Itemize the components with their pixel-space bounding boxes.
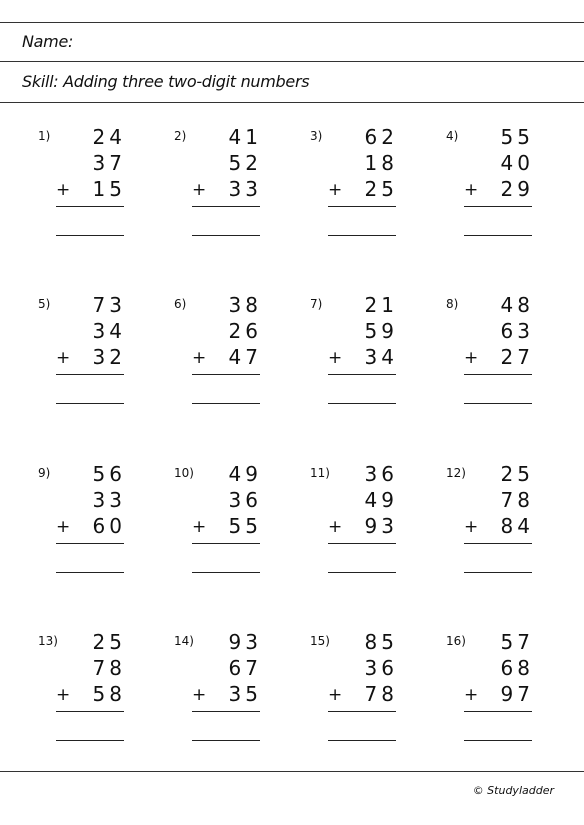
sum-rule: [192, 206, 260, 207]
problem: [38, 631, 168, 771]
problem-number: 16): [446, 634, 466, 648]
problem: [310, 463, 440, 603]
addend-3: 58: [92, 682, 126, 706]
header-mid-rule: [0, 61, 584, 62]
problem: [174, 294, 304, 434]
addend-3: 35: [228, 682, 262, 706]
answer-line[interactable]: [464, 572, 532, 573]
addend-1: 57: [500, 630, 534, 654]
sum-rule: [464, 374, 532, 375]
addend-1: 73: [92, 293, 126, 317]
sum-rule: [328, 543, 396, 544]
plus-sign: +: [192, 180, 207, 200]
addend-3: 60: [92, 514, 126, 538]
problem: [446, 631, 576, 771]
addend-3: 34: [364, 345, 398, 369]
answer-line[interactable]: [464, 403, 532, 404]
problem-number: 10): [174, 466, 194, 480]
header-top-rule: [0, 22, 584, 23]
addend-1: 55: [500, 125, 534, 149]
addend-3: 47: [228, 345, 262, 369]
footer-rule: [0, 771, 584, 772]
plus-sign: +: [192, 685, 207, 705]
addend-1: 25: [92, 630, 126, 654]
sum-rule: [192, 374, 260, 375]
problem: [174, 463, 304, 603]
problem-number: 7): [310, 297, 323, 311]
problem-number: 5): [38, 297, 51, 311]
plus-sign: +: [56, 348, 71, 368]
addend-2: 36: [228, 488, 262, 512]
addend-1: 48: [500, 293, 534, 317]
problem-number: 15): [310, 634, 330, 648]
answer-line[interactable]: [328, 572, 396, 573]
addend-3: 25: [364, 177, 398, 201]
addend-2: 78: [500, 488, 534, 512]
addend-2: 36: [364, 656, 398, 680]
problem-number: 13): [38, 634, 58, 648]
addend-3: 33: [228, 177, 262, 201]
plus-sign: +: [56, 517, 71, 537]
addend-2: 37: [92, 151, 126, 175]
problem-number: 6): [174, 297, 187, 311]
problem-number: 11): [310, 466, 330, 480]
problem: [38, 126, 168, 266]
answer-line[interactable]: [464, 740, 532, 741]
sum-rule: [56, 374, 124, 375]
name-label: Name:: [22, 32, 74, 51]
sum-rule: [56, 543, 124, 544]
answer-line[interactable]: [192, 403, 260, 404]
sum-rule: [192, 711, 260, 712]
problem-number: 1): [38, 129, 51, 143]
addend-1: 25: [500, 462, 534, 486]
problem-number: 2): [174, 129, 187, 143]
addend-1: 38: [228, 293, 262, 317]
addend-1: 49: [228, 462, 262, 486]
addend-3: 32: [92, 345, 126, 369]
answer-line[interactable]: [56, 235, 124, 236]
addend-2: 68: [500, 656, 534, 680]
problem-number: 4): [446, 129, 459, 143]
addend-3: 93: [364, 514, 398, 538]
addend-2: 67: [228, 656, 262, 680]
addend-2: 78: [92, 656, 126, 680]
problem-number: 9): [38, 466, 51, 480]
addend-3: 55: [228, 514, 262, 538]
addend-1: 21: [364, 293, 398, 317]
answer-line[interactable]: [328, 235, 396, 236]
answer-line[interactable]: [328, 740, 396, 741]
problem-number: 12): [446, 466, 466, 480]
problem: [446, 463, 576, 603]
plus-sign: +: [56, 180, 71, 200]
sum-rule: [464, 711, 532, 712]
plus-sign: +: [328, 348, 343, 368]
problem-number: 14): [174, 634, 194, 648]
addend-3: 15: [92, 177, 126, 201]
problem: [38, 463, 168, 603]
addend-1: 62: [364, 125, 398, 149]
answer-line[interactable]: [192, 572, 260, 573]
plus-sign: +: [328, 517, 343, 537]
problem: [310, 126, 440, 266]
addend-3: 27: [500, 345, 534, 369]
copyright-text: © Studyladder: [472, 784, 554, 797]
problem: [174, 631, 304, 771]
answer-line[interactable]: [56, 740, 124, 741]
problem-number: 8): [446, 297, 459, 311]
addend-3: 97: [500, 682, 534, 706]
plus-sign: +: [192, 348, 207, 368]
plus-sign: +: [192, 517, 207, 537]
answer-line[interactable]: [328, 403, 396, 404]
answer-line[interactable]: [192, 235, 260, 236]
answer-line[interactable]: [464, 235, 532, 236]
addend-1: 85: [364, 630, 398, 654]
addend-2: 34: [92, 319, 126, 343]
addend-1: 93: [228, 630, 262, 654]
sum-rule: [464, 206, 532, 207]
addend-2: 63: [500, 319, 534, 343]
plus-sign: +: [56, 685, 71, 705]
problem: [310, 631, 440, 771]
problem: [310, 294, 440, 434]
sum-rule: [56, 206, 124, 207]
plus-sign: +: [464, 180, 479, 200]
plus-sign: +: [328, 685, 343, 705]
answer-line[interactable]: [56, 572, 124, 573]
answer-line[interactable]: [56, 403, 124, 404]
header-bottom-rule: [0, 102, 584, 103]
plus-sign: +: [464, 348, 479, 368]
addend-1: 24: [92, 125, 126, 149]
addend-3: 78: [364, 682, 398, 706]
addend-2: 52: [228, 151, 262, 175]
addend-2: 26: [228, 319, 262, 343]
addend-3: 29: [500, 177, 534, 201]
sum-rule: [192, 543, 260, 544]
addend-2: 18: [364, 151, 398, 175]
sum-rule: [328, 711, 396, 712]
plus-sign: +: [328, 180, 343, 200]
addend-1: 56: [92, 462, 126, 486]
sum-rule: [464, 543, 532, 544]
addend-2: 59: [364, 319, 398, 343]
addend-2: 33: [92, 488, 126, 512]
sum-rule: [56, 711, 124, 712]
addend-1: 36: [364, 462, 398, 486]
plus-sign: +: [464, 517, 479, 537]
problem: [446, 294, 576, 434]
addend-2: 40: [500, 151, 534, 175]
plus-sign: +: [464, 685, 479, 705]
problem: [38, 294, 168, 434]
skill-label: Skill: Adding three two-digit numbers: [22, 72, 310, 91]
sum-rule: [328, 374, 396, 375]
problem-number: 3): [310, 129, 323, 143]
problem: [174, 126, 304, 266]
addend-1: 41: [228, 125, 262, 149]
answer-line[interactable]: [192, 740, 260, 741]
problem: [446, 126, 576, 266]
sum-rule: [328, 206, 396, 207]
addend-2: 49: [364, 488, 398, 512]
addend-3: 84: [500, 514, 534, 538]
